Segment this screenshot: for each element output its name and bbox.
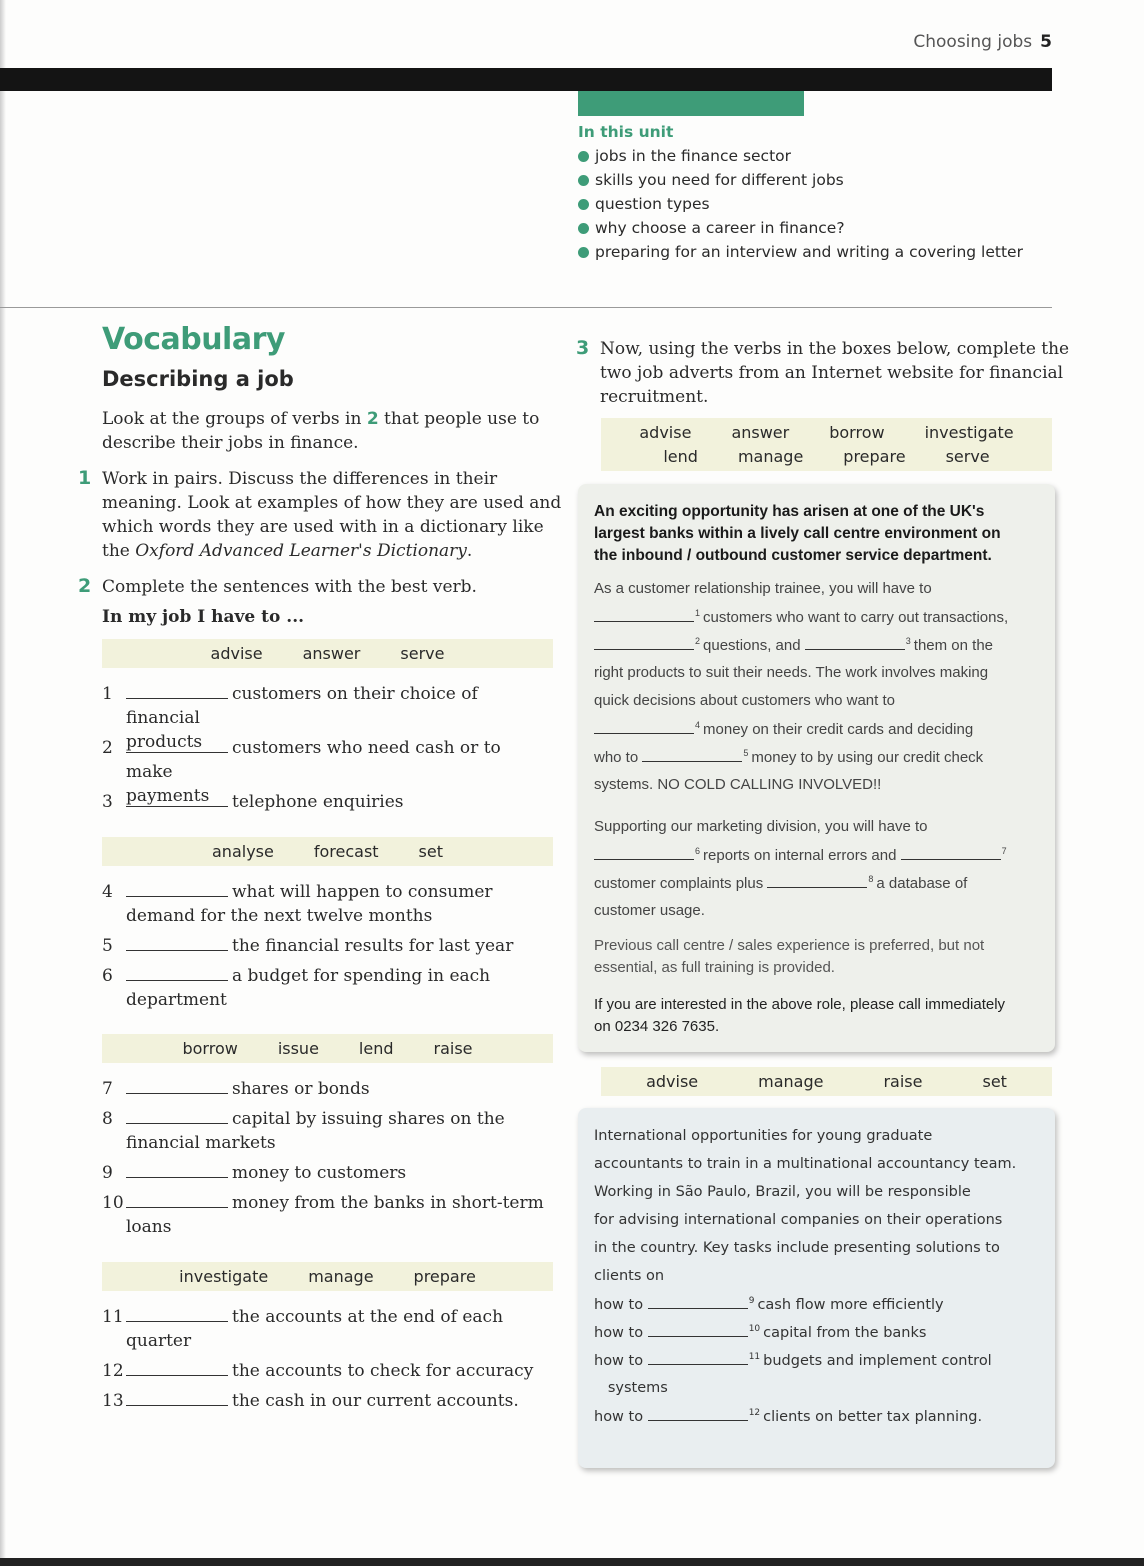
advert-line — [594, 1324, 926, 1341]
intro-part: Look at the groups of verbs in — [102, 409, 367, 429]
word-option: borrow — [829, 422, 885, 442]
page-edge — [0, 1558, 1144, 1566]
advert-line — [594, 846, 1010, 864]
blank-number: 12 — [748, 1408, 761, 1418]
item-number: 6 — [102, 966, 113, 986]
blank-number: 9 — [748, 1296, 755, 1306]
advert-text: how to — [594, 1409, 648, 1425]
item-text-cont: demand for the next twelve months — [126, 906, 433, 926]
advert-line — [594, 818, 928, 835]
word-option: issue — [277, 1039, 319, 1058]
text-line: the — [102, 541, 136, 561]
blank-number: 11 — [748, 1352, 761, 1362]
advert-text: in the country. Key tasks include presenting solutions to — [594, 1240, 1000, 1256]
job-advert-2 — [578, 1108, 1055, 1468]
answer-blank[interactable] — [648, 1296, 748, 1309]
advert-line — [594, 1240, 1000, 1256]
word-option: raise — [883, 1072, 923, 1091]
word-option: serve — [945, 446, 990, 466]
blank-number: 7 — [1001, 846, 1007, 856]
topic-label: jobs in the finance sector — [595, 147, 792, 165]
exercise-1 — [78, 467, 562, 563]
answer-blank[interactable] — [126, 792, 228, 807]
advert-line — [594, 776, 881, 793]
advert-line — [594, 874, 967, 892]
item-number: 4 — [102, 882, 113, 902]
intro-part: describe their jobs in finance. — [102, 433, 359, 453]
blank-number: 3 — [905, 636, 911, 646]
word-option: lend — [358, 1039, 394, 1058]
item-number: 2 — [102, 738, 113, 758]
advert-line — [594, 608, 1008, 626]
dictionary-title: Oxford Advanced Learner's Dictionary — [135, 541, 467, 561]
word-option: serve — [400, 644, 445, 663]
item-text-cont: payments — [126, 786, 210, 806]
unit-title: In this unit — [578, 123, 674, 141]
advert-text: Supporting our marketing division, you will have to — [594, 818, 928, 835]
advert-text: money on their credit cards and deciding — [703, 721, 974, 738]
blank-number: 5 — [743, 748, 749, 758]
answer-blank[interactable] — [126, 966, 228, 981]
advert-text: for advising international companies on their operations — [594, 1212, 1003, 1228]
word-option: investigate — [924, 422, 1014, 442]
answer-blank[interactable] — [805, 637, 905, 650]
word-option: answer — [731, 422, 790, 442]
bullet-icon — [578, 247, 589, 258]
advert-line — [594, 636, 993, 654]
advert-line — [594, 720, 973, 738]
item-text-cont: products — [126, 732, 203, 752]
advert-text: clients on — [594, 1268, 665, 1284]
word-option: manage — [737, 446, 804, 466]
exercise-number: 3 — [576, 337, 590, 359]
word-option: analyse — [212, 842, 274, 861]
text-line: meaning. Look at examples of how they are used and — [102, 493, 562, 513]
advert-text: International opportunities for young graduate — [594, 1128, 933, 1144]
word-option: lend — [663, 446, 698, 466]
advert-text: who to — [594, 749, 643, 766]
unit-topic — [578, 216, 1023, 240]
unit-topic — [578, 240, 1023, 264]
item-text: capital by issuing shares on the — [232, 1109, 505, 1129]
instruction: Complete the sentences with the best verb. — [102, 577, 477, 597]
exercise-2 — [78, 575, 477, 629]
advert-line — [594, 902, 705, 919]
item-text: shares or bonds — [232, 1079, 370, 1099]
item-text: the accounts at the end of each — [232, 1307, 504, 1327]
advert-contact: If you are interested in the above role, please call immediately — [594, 996, 1006, 1013]
exercise-item — [102, 964, 552, 1012]
text-line: recruitment. — [600, 387, 709, 407]
blank-number: 10 — [748, 1324, 761, 1334]
word-box — [102, 837, 553, 866]
advert-text: how to — [594, 1297, 648, 1313]
item-text: the financial results for last year — [232, 936, 514, 956]
advert-line — [594, 1184, 971, 1200]
exercise-item — [102, 1389, 552, 1413]
exercise-item — [102, 1305, 552, 1353]
blank-number: 4 — [695, 720, 701, 730]
job-advert-1 — [578, 484, 1055, 1052]
advert-text: customers who want to carry out transactions, — [703, 609, 1009, 626]
advert-line — [594, 1128, 932, 1144]
item-number: 11 — [102, 1307, 124, 1327]
word-box — [102, 1262, 553, 1291]
word-option: borrow — [182, 1039, 238, 1058]
prompt: In my job I have to ... — [102, 607, 305, 627]
advert-line — [594, 1212, 1002, 1228]
exercise-item — [102, 1107, 552, 1155]
word-option: forecast — [313, 842, 379, 861]
word-option: advise — [639, 422, 692, 442]
word-box — [601, 1067, 1052, 1096]
text-line: two job adverts from an Internet website for financial — [600, 363, 1064, 383]
answer-blank[interactable] — [126, 936, 228, 951]
exercise-item — [102, 790, 552, 814]
item-text: money from the banks in short-term — [232, 1193, 544, 1213]
item-number: 12 — [102, 1361, 124, 1381]
item-text: telephone enquiries — [232, 792, 404, 812]
answer-blank[interactable] — [648, 1352, 748, 1365]
advert-text: accountants to train in a multinational accountancy team. — [594, 1156, 1017, 1172]
running-header — [913, 32, 1052, 52]
blank-number: 1 — [695, 608, 701, 618]
word-option: investigate — [179, 1267, 269, 1286]
word-option: manage — [308, 1267, 374, 1286]
answer-blank[interactable] — [126, 1079, 228, 1094]
advert-text: budgets and implement control — [763, 1353, 992, 1369]
answer-blank[interactable] — [126, 1163, 228, 1178]
advert-line — [594, 1156, 1016, 1172]
advert-line — [594, 580, 932, 597]
blank-number: 2 — [695, 636, 701, 646]
sub-heading: Describing a job — [102, 367, 294, 391]
answer-blank[interactable] — [648, 1408, 748, 1421]
advert-text: quick decisions about customers who want to — [594, 692, 895, 709]
word-box — [601, 418, 1052, 471]
word-option: set — [982, 1072, 1007, 1091]
advert-line — [594, 748, 983, 766]
bullet-icon — [578, 151, 589, 162]
header-bar — [0, 68, 1052, 91]
item-number: 9 — [102, 1163, 113, 1183]
item-text: the cash in our current accounts. — [232, 1391, 519, 1411]
advert-contact: on 0234 326 7635. — [594, 1018, 720, 1035]
word-option: raise — [433, 1039, 473, 1058]
answer-blank[interactable] — [594, 847, 694, 860]
topic-label: preparing for an interview and writing a covering letter — [595, 243, 1023, 261]
unit-topic — [578, 168, 1023, 192]
item-text: the accounts to check for accuracy — [232, 1361, 534, 1381]
item-text: a budget for spending in each — [232, 966, 491, 986]
exercise-item — [102, 1161, 552, 1185]
answer-blank[interactable] — [767, 875, 867, 888]
topic-label: skills you need for different jobs — [595, 171, 844, 189]
exercise-number: 2 — [78, 575, 92, 597]
answer-blank[interactable] — [642, 749, 742, 762]
advert-line — [594, 1352, 992, 1369]
item-number: 7 — [102, 1079, 113, 1099]
answer-blank[interactable] — [126, 1391, 228, 1406]
bullet-icon — [578, 223, 589, 234]
section-title: Choosing jobs — [913, 32, 1033, 52]
advert-note: essential, as full training is provided. — [594, 959, 835, 976]
text-line: . — [466, 541, 473, 561]
answer-blank[interactable] — [594, 609, 694, 622]
answer-blank[interactable] — [126, 1109, 228, 1124]
answer-blank[interactable] — [594, 637, 694, 650]
advert-text: Working in São Paulo, Brazil, you will be responsible — [594, 1184, 971, 1200]
exercise-3 — [576, 337, 1070, 409]
advert-line — [594, 692, 895, 709]
unit-topic — [578, 144, 1023, 168]
exercise-item — [102, 934, 552, 958]
exercise-item — [102, 1077, 552, 1101]
word-box — [102, 1034, 553, 1063]
exercise-number: 1 — [78, 467, 92, 489]
word-option: manage — [758, 1072, 824, 1091]
advert-text: systems — [594, 1380, 668, 1396]
page-shadow — [0, 0, 6, 1566]
item-text-cont: financial markets — [126, 1133, 276, 1153]
advert-text: how to — [594, 1353, 648, 1369]
item-text-cont: quarter — [126, 1331, 192, 1351]
word-option: set — [418, 842, 443, 861]
answer-blank[interactable] — [594, 721, 694, 734]
word-box — [102, 639, 553, 668]
advert-line — [594, 1268, 664, 1284]
blank-number: 8 — [868, 874, 874, 884]
advert-text: systems. NO COLD CALLING INVOLVED!! — [594, 776, 882, 793]
advert-text: customer complaints plus — [594, 875, 768, 892]
advert-line — [594, 1296, 944, 1313]
exercise-item — [102, 1359, 552, 1383]
item-number: 3 — [102, 792, 113, 812]
answer-blank[interactable] — [126, 684, 228, 699]
item-number: 8 — [102, 1109, 113, 1129]
word-option: advise — [646, 1072, 699, 1091]
divider — [0, 307, 1052, 308]
answer-blank[interactable] — [126, 882, 228, 897]
bullet-icon — [578, 175, 589, 186]
advert-headline: the inbound / outbound customer service department. — [594, 547, 992, 564]
advert-text: right products to suit their needs. The work involves making — [594, 664, 989, 681]
word-row — [619, 421, 1033, 445]
advert-text: a database of — [876, 875, 968, 892]
answer-blank[interactable] — [126, 1307, 228, 1322]
word-option: advise — [210, 644, 263, 663]
advert-headline: An exciting opportunity has arisen at one of the UK's — [594, 503, 985, 520]
word-option: prepare — [413, 1267, 476, 1286]
in-this-unit — [578, 120, 1023, 264]
topic-label: question types — [595, 195, 710, 213]
unit-color-block — [578, 91, 804, 116]
item-text: what will happen to consumer — [232, 882, 493, 902]
advert-text: cash flow more efficiently — [757, 1297, 944, 1313]
advert-text: clients on better tax planning. — [763, 1409, 983, 1425]
section-heading: Vocabulary — [102, 322, 285, 357]
advert-headline: largest banks within a lively call centre environment on — [594, 525, 1001, 542]
text-line: which words they are used with in a dictionary like — [102, 517, 544, 537]
advert-text: reports on internal errors and — [703, 847, 901, 864]
intro-part: that people use to — [378, 409, 540, 429]
advert-text: customer usage. — [594, 902, 705, 919]
advert-text: As a customer relationship trainee, you will have to — [594, 580, 932, 597]
exercise-item — [102, 1191, 552, 1239]
blank-number: 6 — [695, 846, 701, 856]
unit-topic — [578, 192, 1023, 216]
text-line: Work in pairs. Discuss the differences in their — [102, 469, 498, 489]
advert-text: how to — [594, 1325, 648, 1341]
advert-line — [594, 1408, 982, 1425]
item-number: 5 — [102, 936, 113, 956]
exercise-item — [102, 880, 552, 928]
answer-blank[interactable] — [648, 1324, 748, 1337]
advert-text: them on the — [913, 637, 993, 654]
advert-note: Previous call centre / sales experience is preferred, but not — [594, 937, 985, 954]
text-line: Now, using the verbs in the boxes below, complete the — [600, 339, 1070, 359]
advert-text: questions, and — [703, 637, 805, 654]
item-text-cont: department — [126, 990, 227, 1010]
item-text-cont: loans — [126, 1217, 172, 1237]
advert-text: capital from the banks — [763, 1325, 927, 1341]
advert-line — [594, 664, 988, 681]
word-row — [643, 445, 1009, 469]
item-text: money to customers — [232, 1163, 407, 1183]
intro-text — [102, 407, 539, 455]
item-text: customers on their choice of financial — [126, 684, 478, 728]
bullet-icon — [578, 199, 589, 210]
word-option: prepare — [843, 446, 906, 466]
word-option: answer — [302, 644, 361, 663]
page-number: 5 — [1040, 32, 1052, 52]
answer-blank[interactable] — [901, 847, 1001, 860]
item-number: 1 — [102, 684, 113, 704]
answer-blank[interactable] — [126, 738, 228, 753]
exercise-ref: 2 — [366, 409, 379, 429]
item-number: 10 — [102, 1193, 124, 1213]
topic-label: why choose a career in finance? — [595, 219, 845, 237]
advert-text: money to by using our credit check — [751, 749, 984, 766]
answer-blank[interactable] — [126, 1361, 228, 1376]
advert-line — [594, 1380, 668, 1396]
answer-blank[interactable] — [126, 1193, 228, 1208]
item-number: 13 — [102, 1391, 124, 1411]
item-text: customers who need cash or to make — [126, 738, 501, 782]
